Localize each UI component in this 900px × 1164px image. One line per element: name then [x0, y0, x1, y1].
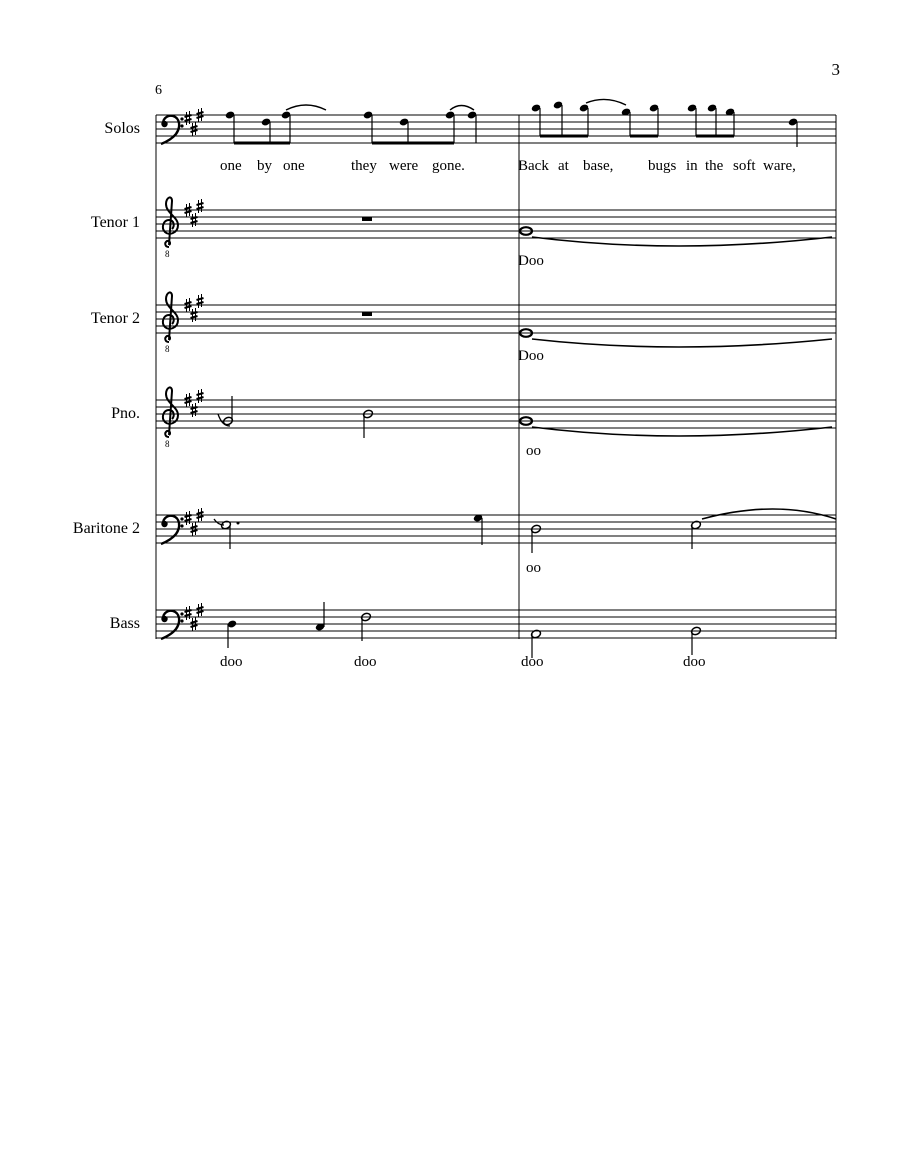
lyric-bass: doo: [220, 654, 243, 670]
staff-label-baritone-2: Baritone 2: [72, 520, 140, 537]
lyric-solos: one: [283, 158, 305, 174]
treble-clef-icon: [163, 292, 178, 354]
lyric-solos: Back: [518, 158, 549, 174]
lyric-solos: they: [351, 158, 377, 174]
sharp-icon: [197, 199, 204, 213]
sharp-icon: [197, 389, 204, 403]
staff-piano: [156, 387, 836, 449]
bass-clef-icon: [161, 611, 184, 639]
staff-tenor-2: [156, 292, 836, 354]
lyric-tenor-2: Doo: [518, 348, 544, 364]
treble-clef-icon: [163, 387, 178, 449]
lyric-solos: by: [257, 158, 272, 174]
score-system: 8: [0, 0, 900, 1164]
lyric-solos: soft: [733, 158, 756, 174]
page-number: 3: [831, 60, 840, 79]
lyric-solos: at: [558, 158, 569, 174]
sharp-icon: [191, 213, 198, 227]
staff-tenor-1: [156, 197, 836, 259]
measure-number: 6: [155, 83, 162, 98]
lyric-solos: one: [220, 158, 242, 174]
solos-measure-6-notes: [225, 105, 478, 143]
sharp-icon: [191, 308, 198, 322]
staff-label-tenor-1: Tenor 1: [90, 214, 140, 231]
lyric-solos: base,: [583, 158, 614, 174]
staff-label-solos: Solos: [104, 120, 140, 137]
lyric-baritone-2: oo: [526, 560, 541, 576]
lyric-solos: gone.: [432, 158, 465, 174]
treble-clef-icon: [163, 197, 178, 259]
lyric-piano: oo: [526, 443, 541, 459]
sharp-icon: [191, 403, 198, 417]
sharp-icon: [185, 606, 192, 620]
bass-clef-icon: [161, 116, 184, 144]
sharp-icon: [197, 294, 204, 308]
lyric-solos: ware,: [763, 158, 796, 174]
lyric-solos: bugs: [648, 158, 677, 174]
staff-solos: [156, 99, 836, 147]
solos-measure-7-notes: [531, 99, 799, 147]
lyric-bass: doo: [354, 654, 377, 670]
whole-rest-icon: [362, 312, 372, 316]
staff-label-bass: Bass: [109, 615, 140, 632]
bass-clef-icon: [161, 516, 184, 544]
staff-bass: [156, 602, 836, 658]
sharp-icon: [185, 511, 192, 525]
lyric-bass: doo: [521, 654, 544, 670]
lyric-solos: were: [389, 158, 419, 174]
lyric-solos: the: [705, 158, 724, 174]
whole-rest-icon: [362, 217, 372, 221]
lyric-bass: doo: [683, 654, 706, 670]
staff-label-tenor-2: Tenor 2: [90, 310, 140, 327]
staff-label-piano: Pno.: [111, 405, 140, 422]
staff-baritone-2: [156, 508, 836, 553]
lyric-solos: in: [686, 158, 698, 174]
sharp-icon: [185, 111, 192, 125]
lyric-tenor-1: Doo: [518, 253, 544, 269]
